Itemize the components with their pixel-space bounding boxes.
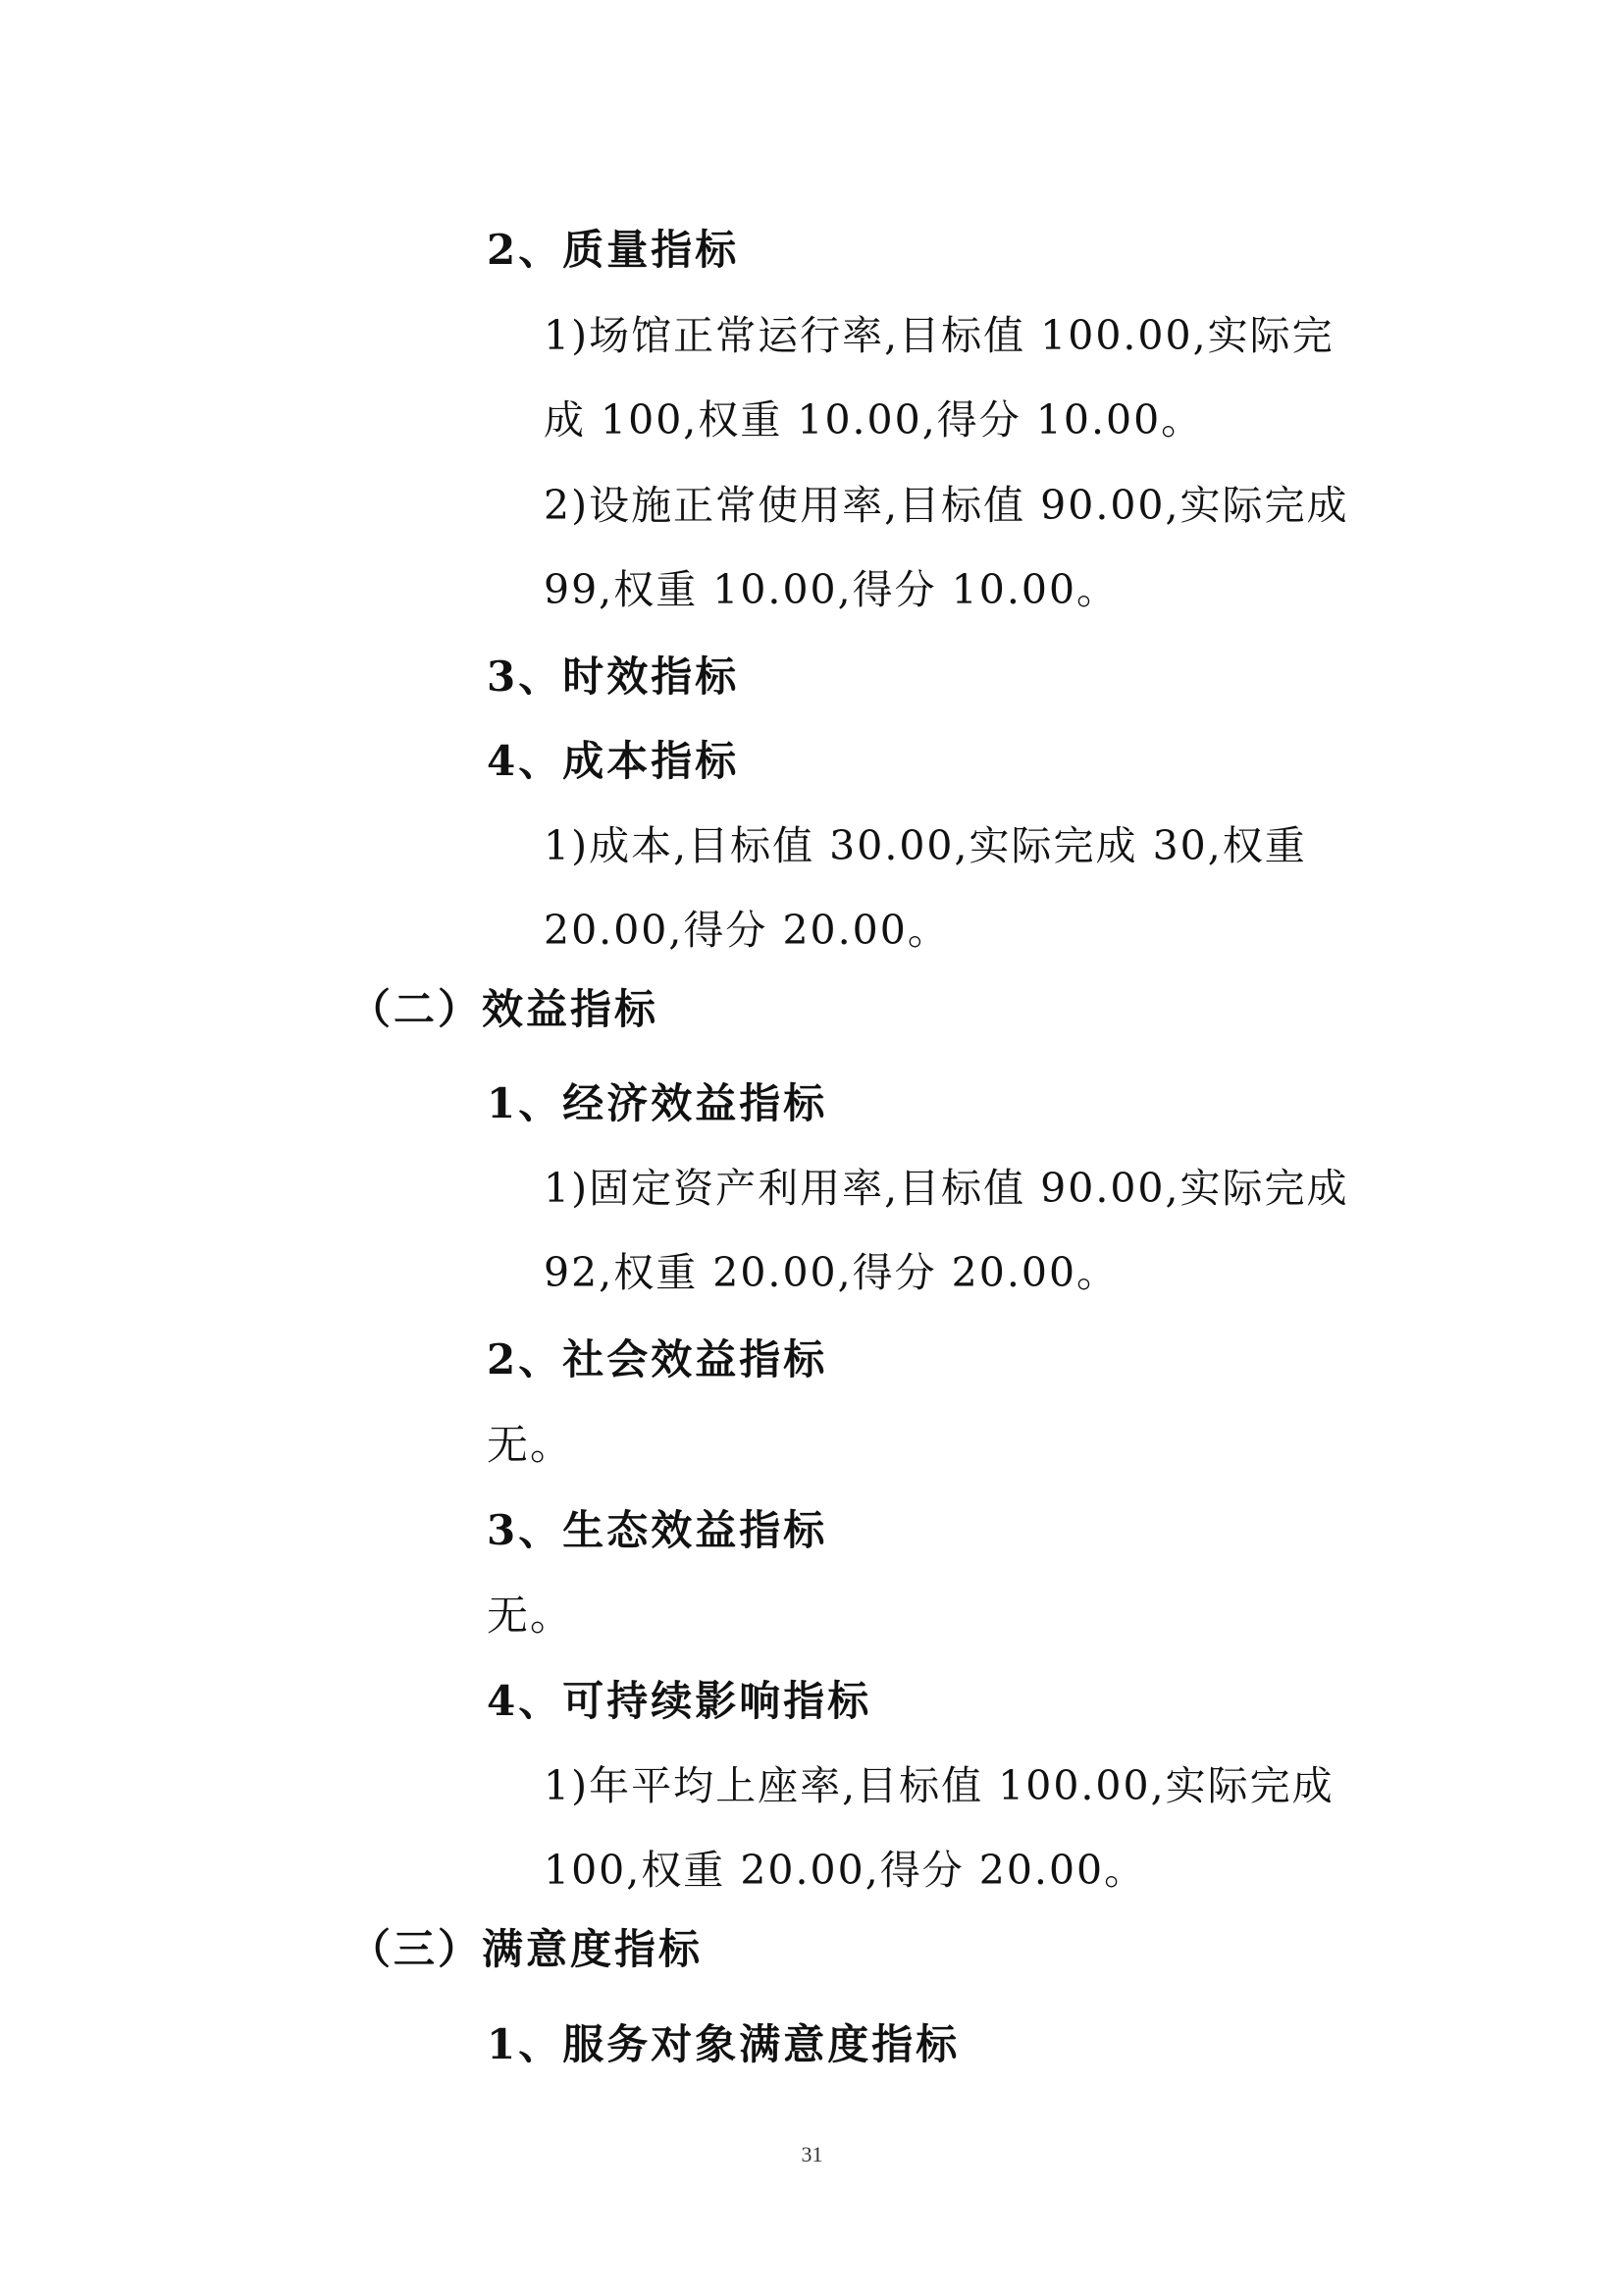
indicator-facility-usage-rate-cont: 99,权重 10.00,得分 10.00。 — [544, 566, 1120, 613]
heading-quality-indicators: 2、质量指标 — [487, 226, 740, 274]
indicator-fixed-asset-utilization-cont: 92,权重 20.00,得分 20.00。 — [544, 1249, 1120, 1296]
heading-service-satisfaction: 1、服务对象满意度指标 — [487, 2020, 961, 2068]
section-benefit-indicators: （二）效益指标 — [349, 985, 659, 1033]
page-number: 31 — [801, 2142, 823, 2166]
indicator-venue-operation-rate-cont: 成 100,权重 10.00,得分 10.00。 — [544, 396, 1204, 444]
indicator-cost: 1)成本,目标值 30.00,实际完成 30,权重 — [544, 822, 1307, 869]
indicator-cost-cont: 20.00,得分 20.00。 — [544, 907, 950, 954]
heading-economic-benefit: 1、经济效益指标 — [487, 1079, 828, 1127]
heading-cost-indicators: 4、成本指标 — [487, 737, 740, 785]
heading-ecological-benefit: 3、生态效益指标 — [487, 1506, 828, 1554]
section-satisfaction-indicators: （三）满意度指标 — [349, 1925, 704, 1973]
indicator-venue-operation-rate: 1)场馆正常运行率,目标值 100.00,实际完 — [544, 312, 1335, 359]
heading-social-benefit: 2、社会效益指标 — [487, 1335, 828, 1383]
social-benefit-none: 无。 — [487, 1421, 574, 1469]
indicator-fixed-asset-utilization: 1)固定资产利用率,目标值 90.00,实际完成 — [544, 1165, 1349, 1212]
heading-sustainable-impact: 4、可持续影响指标 — [487, 1677, 872, 1725]
indicator-annual-attendance-rate: 1)年平均上座率,目标值 100.00,实际完成 — [544, 1762, 1335, 1809]
ecological-benefit-none: 无。 — [487, 1592, 574, 1640]
heading-timeliness-indicators: 3、时效指标 — [487, 652, 740, 701]
indicator-facility-usage-rate: 2)设施正常使用率,目标值 90.00,实际完成 — [544, 482, 1349, 529]
indicator-annual-attendance-rate-cont: 100,权重 20.00,得分 20.00。 — [544, 1847, 1147, 1894]
